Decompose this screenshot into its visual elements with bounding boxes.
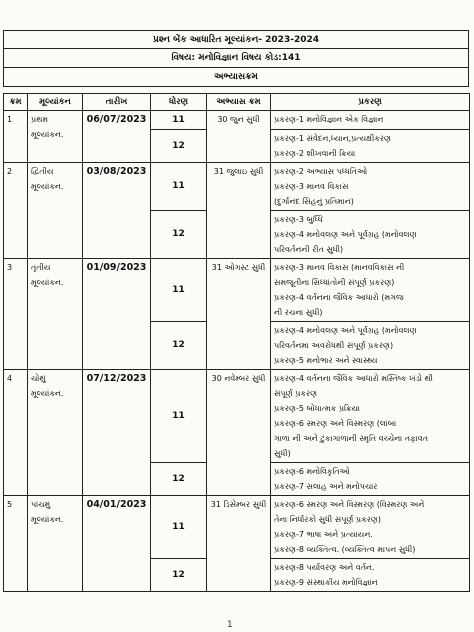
standard-12: 12 — [151, 211, 207, 259]
chapter-line: પ્રકરણ-4 વર્તનના જૈવિક આધારો મસ્તિષ્ક ખંડો થી — [274, 374, 433, 383]
exam-date: 04/01/2023 — [83, 496, 151, 592]
table-row — [4, 496, 470, 559]
chapter-line: પ્રકરણ-8 પર્યાવરણ અને વર્તન. — [274, 563, 375, 572]
standard-11: 11 — [151, 259, 207, 322]
chapter-line: પ્રકરણ-7 ભાષા અને પ્રત્યાયન. — [274, 530, 373, 539]
chapters-std12 — [271, 211, 470, 259]
document-title: પ્રશ્ન બેંક આધારિત મૂલ્યાંકન- 2023-2024 — [3, 30, 469, 49]
chapters-std11 — [271, 259, 470, 322]
chapter-line: પ્રકરણ-5 બોધાત્મક પ્રક્રિયા — [274, 404, 360, 413]
table-row — [4, 163, 470, 211]
syllabus-range: 31 જુલાઇ સુધી — [207, 163, 271, 259]
chapter-line: પ્રકરણ-7 સલાહ અને મનોપચાર — [274, 482, 378, 491]
chapter-line: પ્રકરણ-1 સંવેદન,ધ્યાન,પ્રત્યક્ષીકરણ — [274, 134, 392, 143]
row-number: 3 — [4, 259, 28, 370]
syllabus-range: 30 નવેમ્બર સુધી — [207, 370, 271, 496]
chapter-line: પ્રકરણ-8 વ્યક્તિત્વ. (વ્યક્તિત્વ માપન સુધી) — [274, 545, 416, 554]
chapter-line: પ્રકરણ-3 બુધ્ધિ — [274, 215, 323, 224]
chapter-line: પ્રકરણ-6 સ્મરણ અને વિસ્મરણ (લાંબા — [274, 419, 397, 428]
chapter-line: તેના નિર્ધારકો સુધી સંપૂર્ણ પ્રકરણ) — [274, 515, 381, 524]
chapters-std11 — [271, 370, 470, 463]
exam-date: 07/12/2023 — [83, 370, 151, 496]
chapters-std12 — [271, 130, 470, 163]
chapter-line: સમજૂતીના સિધ્ધાંતોની સંપૂર્ણ પ્રકરણ) — [274, 278, 395, 287]
col-chapter: પ્રકરણ — [271, 94, 470, 111]
row-number: 5 — [4, 496, 28, 592]
table-row — [4, 370, 470, 463]
chapter-line: ગાળા ની અને ટુંકાગાળાની સ્મૃતિ વચ્ચેના તફાવત — [274, 434, 428, 443]
chapter-line: પ્રકરણ-6 સ્મરણ અને વિસ્મરણ (વિસ્મરણ અને — [274, 500, 425, 509]
exam-date: 01/09/2023 — [83, 259, 151, 370]
chapters-std12 — [271, 322, 470, 370]
chapter-line: પ્રકરણ-2 શીખવાની ક્રિયા — [274, 149, 356, 158]
chapter-line: પ્રકરણ-2 અભ્યાસ પધ્ધતિઓ — [274, 167, 368, 176]
col-date: તારીખ — [83, 94, 151, 111]
chapter-line: પ્રકરણ-3 માનવ વિકાસ — [274, 182, 349, 191]
chapter-line: પ્રકરણ-6 મનોવિકૃતિઓ — [274, 467, 350, 476]
standard-11: 11 — [151, 370, 207, 463]
standard-12: 12 — [151, 559, 207, 592]
col-std: ધોરણ — [151, 94, 207, 111]
standard-11: 11 — [151, 163, 207, 211]
chapter-line: પ્રકરણ-9 સંસ્થાકીય મનોવિજ્ઞાન — [274, 578, 378, 587]
standard-11: 11 — [151, 496, 207, 559]
chapter-line: પ્રકરણ-4 મનોવલણ અને પૂર્વગ્રહ (મનોવલણ — [274, 326, 417, 335]
syllabus-range: 31 ઓગસ્ટ સુધી — [207, 259, 271, 370]
table-header-row — [4, 94, 470, 111]
standard-12: 12 — [151, 130, 207, 163]
syllabus-table — [3, 93, 470, 592]
syllabus-range: 31 ડિસેમ્બર સુધી — [207, 496, 271, 592]
chapters-std11 — [271, 496, 470, 559]
chapters-std12 — [271, 559, 470, 592]
chapter-line: પ્રકરણ-1 મનોવિજ્ઞાન એક વિજ્ઞાન — [274, 115, 384, 124]
chapter-line: સંપૂર્ણ પ્રકરણ — [274, 389, 318, 398]
exam-name: ચોથું મૂલ્યાંકન. — [28, 370, 83, 496]
chapter-line: પરિવર્તનમા અવરોધથી સંપૂર્ણ પ્રકરણ) — [274, 341, 394, 350]
standard-12: 12 — [151, 322, 207, 370]
chapters-std11 — [271, 111, 470, 130]
chapter-line: પ્રકરણ-4 વર્તનના જૈવિક આધારો (મગજ — [274, 293, 404, 302]
exam-date: 06/07/2023 — [83, 111, 151, 163]
row-number: 2 — [4, 163, 28, 259]
syllabus-range: 30 જુન સુધી — [207, 111, 271, 163]
chapter-line: પ્રકરણ-5 મનોભાર અને સ્વાસ્થ્ય — [274, 356, 378, 365]
exam-name: દ્વિતીય મૂલ્યાંકન. — [28, 163, 83, 259]
standard-12: 12 — [151, 463, 207, 496]
chapter-line: (દુર્ગાનંદ સિંહનું પ્રતિમાન) — [274, 197, 354, 206]
standard-11: 11 — [151, 111, 207, 130]
exam-name: પાંચમું મૂલ્યાંકન. — [28, 496, 83, 592]
col-num: ક્રમ — [4, 94, 28, 111]
exam-name: તૃતીય મૂલ્યાંકન. — [28, 259, 83, 370]
col-range: અભ્યાસ ક્રમ — [207, 94, 271, 111]
row-number: 4 — [4, 370, 28, 496]
chapter-line: પ્રકરણ-3 માનવ વિકાસ (માનવવિકાસ ની — [274, 263, 405, 272]
chapter-line: પરિવર્તનની રીત સુધી) — [274, 245, 344, 254]
page-number: 1 — [227, 620, 233, 630]
row-number: 1 — [4, 111, 28, 163]
chapter-line: ની રચના સુધી) — [274, 308, 323, 317]
chapter-line: પ્રકરણ-4 મનોવલણ અને પૂર્વગ્રહ (મનોવલણ — [274, 230, 417, 239]
exam-name: પ્રથમ મૂલ્યાંકન. — [28, 111, 83, 163]
table-row — [4, 259, 470, 322]
chapter-line: સુધી) — [274, 449, 291, 458]
subject-line: વિષય: મનોવિજ્ઞાન વિષય કોડ:141 — [3, 49, 469, 68]
exam-date: 03/08/2023 — [83, 163, 151, 259]
syllabus-heading: અભ્યાસક્રમ — [3, 68, 469, 87]
chapters-std11 — [271, 163, 470, 211]
chapters-std12 — [271, 463, 470, 496]
col-exam: મૂલ્યાંકન — [28, 94, 83, 111]
table-row — [4, 111, 470, 130]
